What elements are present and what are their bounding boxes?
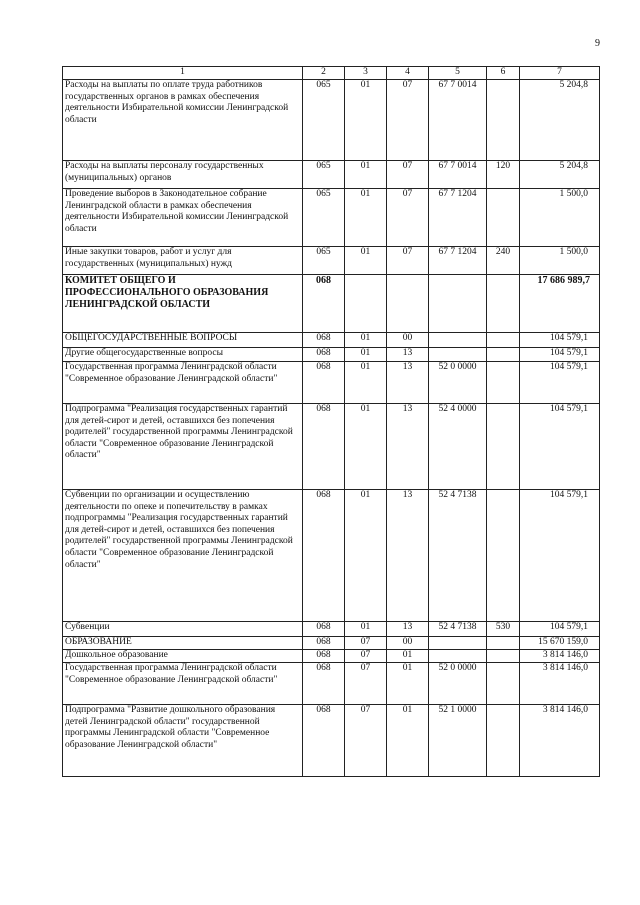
row-amount: 15 670 159,0 — [520, 637, 600, 650]
row-section-code: 01 — [345, 333, 387, 348]
table-row — [63, 189, 600, 247]
row-subsection-code: 07 — [387, 247, 429, 275]
row-name: Другие общегосударственные вопросы — [63, 348, 303, 362]
row-amount: 3 814 146,0 — [520, 705, 600, 777]
row-target-code — [429, 333, 487, 348]
row-amount: 1 500,0 — [520, 189, 600, 247]
table-row — [63, 247, 600, 275]
row-expense-type-code — [487, 275, 520, 333]
row-target-code: 52 4 7138 — [429, 622, 487, 637]
row-name: Дошкольное образование — [63, 650, 303, 663]
row-name: Расходы на выплаты по оплате труда работников государственных органов в рамках обеспечения деятельности Избирательной комиссии Ленинградской области — [63, 80, 303, 161]
row-expense-type-code: 240 — [487, 247, 520, 275]
table-row — [63, 490, 600, 622]
row-ministry-code: 068 — [303, 490, 345, 622]
table-row — [63, 404, 600, 490]
row-expense-type-code — [487, 189, 520, 247]
table-row — [63, 650, 600, 663]
row-target-code — [429, 348, 487, 362]
row-ministry-code: 068 — [303, 404, 345, 490]
table-row — [63, 161, 600, 189]
row-section-code: 01 — [345, 404, 387, 490]
row-expense-type-code — [487, 348, 520, 362]
row-name: Подпрограмма "Реализация государственных гарантий для детей-сирот и детей, оставшихся без попечения родителей" государственной программы Ленинградской области "Современное образование Ленинградской области" — [63, 404, 303, 490]
table-row — [63, 622, 600, 637]
row-expense-type-code — [487, 663, 520, 705]
row-ministry-code: 068 — [303, 362, 345, 404]
row-name: Государственная программа Ленинградской области "Современное образование Ленинградской области" — [63, 663, 303, 705]
row-amount: 17 686 989,7 — [520, 275, 600, 333]
header-col-1: 1 — [63, 67, 303, 80]
table-row — [63, 80, 600, 161]
row-expense-type-code — [487, 650, 520, 663]
header-col-5: 5 — [429, 67, 487, 80]
row-name: Проведение выборов в Законодательное собрание Ленинградской области в рамках обеспечения деятельности Избирательной комиссии Ленинградской области — [63, 189, 303, 247]
row-subsection-code: 13 — [387, 404, 429, 490]
row-section-code: 01 — [345, 622, 387, 637]
row-name: ОБРАЗОВАНИЕ — [63, 637, 303, 650]
row-section-code: 07 — [345, 650, 387, 663]
row-amount: 104 579,1 — [520, 333, 600, 348]
row-target-code: 67 7 1204 — [429, 189, 487, 247]
row-target-code — [429, 275, 487, 333]
row-section-code: 01 — [345, 348, 387, 362]
row-subsection-code: 00 — [387, 333, 429, 348]
row-name: Государственная программа Ленинградской области "Современное образование Ленинградской области" — [63, 362, 303, 404]
table-row — [63, 348, 600, 362]
row-amount: 3 814 146,0 — [520, 650, 600, 663]
row-expense-type-code: 120 — [487, 161, 520, 189]
row-subsection-code: 13 — [387, 348, 429, 362]
row-name: Расходы на выплаты персоналу государственных (муниципальных) органов — [63, 161, 303, 189]
row-subsection-code: 13 — [387, 362, 429, 404]
page-number: 9 — [595, 38, 600, 49]
row-ministry-code: 065 — [303, 247, 345, 275]
row-ministry-code: 068 — [303, 637, 345, 650]
row-amount: 104 579,1 — [520, 348, 600, 362]
row-amount: 104 579,1 — [520, 622, 600, 637]
row-target-code: 67 7 0014 — [429, 80, 487, 161]
row-amount: 1 500,0 — [520, 247, 600, 275]
row-expense-type-code — [487, 404, 520, 490]
row-section-code: 01 — [345, 490, 387, 622]
row-ministry-code: 065 — [303, 161, 345, 189]
row-expense-type-code — [487, 333, 520, 348]
table-row — [63, 362, 600, 404]
row-target-code: 52 4 0000 — [429, 404, 487, 490]
row-section-code: 07 — [345, 637, 387, 650]
row-expense-type-code — [487, 490, 520, 622]
table-row — [63, 637, 600, 650]
row-amount: 104 579,1 — [520, 404, 600, 490]
row-amount: 3 814 146,0 — [520, 663, 600, 705]
row-subsection-code: 01 — [387, 663, 429, 705]
row-ministry-code: 068 — [303, 275, 345, 333]
row-amount: 104 579,1 — [520, 362, 600, 404]
table-row — [63, 333, 600, 348]
table-row — [63, 705, 600, 777]
row-name: КОМИТЕТ ОБЩЕГО И ПРОФЕССИОНАЛЬНОГО ОБРАЗОВАНИЯ ЛЕНИНГРАДСКОЙ ОБЛАСТИ — [63, 275, 303, 333]
table-row — [63, 663, 600, 705]
row-section-code — [345, 275, 387, 333]
row-subsection-code — [387, 275, 429, 333]
row-target-code: 67 7 1204 — [429, 247, 487, 275]
header-col-7: 7 — [520, 67, 600, 80]
row-section-code: 01 — [345, 189, 387, 247]
row-section-code: 01 — [345, 80, 387, 161]
budget-table — [62, 66, 600, 777]
row-ministry-code: 068 — [303, 663, 345, 705]
row-section-code: 01 — [345, 247, 387, 275]
row-subsection-code: 07 — [387, 161, 429, 189]
row-target-code: 67 7 0014 — [429, 161, 487, 189]
row-ministry-code: 065 — [303, 80, 345, 161]
header-col-6: 6 — [487, 67, 520, 80]
row-expense-type-code — [487, 705, 520, 777]
row-ministry-code: 068 — [303, 348, 345, 362]
row-amount: 5 204,8 — [520, 161, 600, 189]
row-subsection-code: 13 — [387, 490, 429, 622]
row-expense-type-code — [487, 637, 520, 650]
header-col-4: 4 — [387, 67, 429, 80]
header-col-2: 2 — [303, 67, 345, 80]
row-name: Субвенции по организации и осуществлению деятельности по опеке и попечительству в рамках подпрограммы "Реализация государственных гарантий для детей-сирот и детей, оставшихся без попечения родителей" государственной программы Ленинградской области "Современное образование Ленинградской области" — [63, 490, 303, 622]
row-section-code: 01 — [345, 161, 387, 189]
row-target-code — [429, 637, 487, 650]
row-name: Подпрограмма "Развитие дошкольного образования детей Ленинградской области" государственной программы Ленинградской области "Современное образование Ленинградской области" — [63, 705, 303, 777]
row-expense-type-code: 530 — [487, 622, 520, 637]
table-row — [63, 275, 600, 333]
row-name: Субвенции — [63, 622, 303, 637]
row-target-code: 52 4 7138 — [429, 490, 487, 622]
row-target-code: 52 0 0000 — [429, 663, 487, 705]
row-name: ОБЩЕГОСУДАРСТВЕННЫЕ ВОПРОСЫ — [63, 333, 303, 348]
row-target-code — [429, 650, 487, 663]
row-subsection-code: 01 — [387, 705, 429, 777]
row-expense-type-code — [487, 80, 520, 161]
row-subsection-code: 07 — [387, 189, 429, 247]
row-target-code: 52 0 0000 — [429, 362, 487, 404]
row-subsection-code: 07 — [387, 80, 429, 161]
row-target-code: 52 1 0000 — [429, 705, 487, 777]
row-subsection-code: 00 — [387, 637, 429, 650]
row-amount: 104 579,1 — [520, 490, 600, 622]
row-expense-type-code — [487, 362, 520, 404]
header-col-3: 3 — [345, 67, 387, 80]
row-ministry-code: 065 — [303, 189, 345, 247]
row-ministry-code: 068 — [303, 705, 345, 777]
row-amount: 5 204,8 — [520, 80, 600, 161]
row-ministry-code: 068 — [303, 333, 345, 348]
row-ministry-code: 068 — [303, 650, 345, 663]
row-section-code: 01 — [345, 362, 387, 404]
row-section-code: 07 — [345, 705, 387, 777]
row-section-code: 07 — [345, 663, 387, 705]
row-name: Иные закупки товаров, работ и услуг для государственных (муниципальных) нужд — [63, 247, 303, 275]
row-subsection-code: 13 — [387, 622, 429, 637]
row-ministry-code: 068 — [303, 622, 345, 637]
table-header-row — [63, 67, 600, 80]
row-subsection-code: 01 — [387, 650, 429, 663]
